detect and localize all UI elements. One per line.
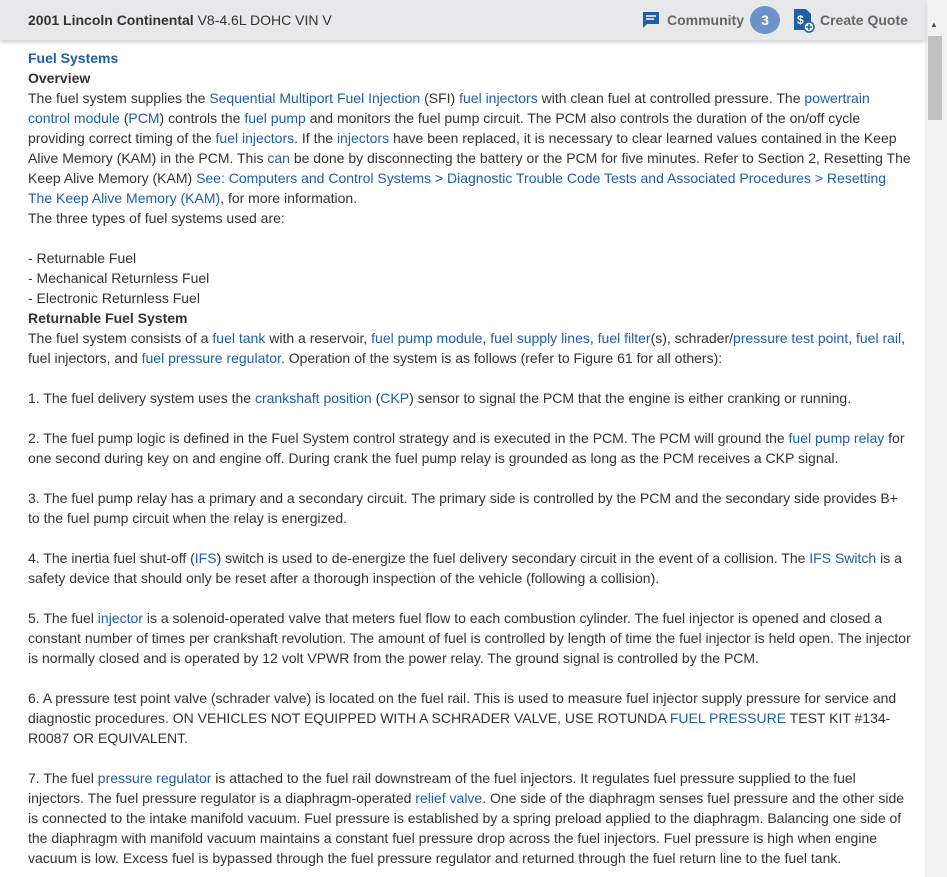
glossary-link[interactable]: PCM [128,110,160,126]
text: is attached to the fuel rail downstream of the fuel injectors. It regulates fuel pressure supplied to the fuel injectors. The fuel pressure regulator is a diaphragm-operated [28,770,856,806]
glossary-link[interactable]: relief valve [415,790,483,806]
spacer [28,528,913,548]
text: be done by disconnecting the battery or the PCM for five minutes. Refer to Section 2, Resetting The Keep Alive Memory (KAM) [28,150,911,186]
community-button[interactable] [641,0,780,40]
text: (SFI) [420,90,460,106]
text: The fuel system consists of a [28,330,213,346]
vehicle-title [28,12,332,28]
glossary-link[interactable]: injector [97,610,143,626]
text: 3. The fuel pump relay has a primary and a secondary circuit. The primary side is controlled by the PCM and the secondary side provides B+ to the fuel pump circuit when the relay is energized. [28,490,898,526]
text: with a reservoir, [265,330,372,346]
paragraph [28,208,913,228]
quote-icon [792,7,816,33]
paragraph [28,248,913,268]
text: (s), schrader/ [650,330,734,346]
text: 4. The inertia fuel shut-off ( [28,550,195,566]
paragraph [28,388,913,408]
spacer [28,468,913,488]
chat-icon [641,10,661,30]
text: . Operation of the system is as follows (refer to Figure 61 for all others): [280,350,723,366]
glossary-link[interactable]: crankshaft position [254,390,372,406]
glossary-link[interactable]: fuel tank [212,330,266,346]
glossary-link[interactable]: IFS [194,550,217,566]
glossary-link[interactable]: CKP [380,390,410,406]
glossary-link[interactable]: fuel injectors [459,90,538,106]
glossary-link[interactable]: fuel pump relay [788,430,885,446]
text: , [848,330,856,346]
paragraph [28,88,913,208]
text: ( [119,110,129,126]
text: ) controls the [159,110,245,126]
text: 2. The fuel pump logic is defined in the Fuel System control strategy and is executed in the PCM. The PCM will ground the [28,430,789,446]
spacer [28,228,913,248]
scrollbar-thumb[interactable] [928,36,942,120]
paragraph [28,608,913,668]
paragraph [28,768,913,868]
spacer [28,748,913,768]
section-heading [28,68,913,88]
glossary-link[interactable]: fuel filter [597,330,651,346]
text: 1. The fuel delivery system uses the [28,390,255,406]
text: 7. The fuel [28,770,98,786]
text: , for more information. [220,190,358,206]
paragraph [28,268,913,288]
glossary-link[interactable]: injectors [336,130,390,146]
engine-spec: V8-4.6L DOHC VIN V [197,12,332,28]
section-heading [28,308,913,328]
create-quote-button[interactable] [792,0,908,40]
glossary-link[interactable]: fuel injectors [215,130,295,146]
scrollbar[interactable] [925,0,947,877]
glossary-link[interactable]: fuel pressure regulator [141,350,281,366]
text: . If the [294,130,337,146]
paragraph [28,328,913,368]
glossary-link[interactable]: fuel pump [244,110,306,126]
text: , [482,330,491,346]
text: s [110,50,119,66]
text: TEST KIT #134-R0087 OR EQUIVALENT. [28,710,891,746]
text: with clean fuel at controlled pressure. The [537,90,805,106]
section-heading [28,48,913,68]
paragraph [28,288,913,308]
glossary-link[interactable]: fuel pump module [371,330,483,346]
paragraph [28,688,913,748]
text: have been replaced, it is necessary to clear learned values contained in the Keep Alive Memory (KAM) in the PCM. This [28,130,897,166]
glossary-link[interactable]: IFS Switch [809,550,877,566]
glossary-link[interactable]: Fuel System [28,50,111,66]
glossary-link[interactable]: can [267,150,290,166]
spacer [28,408,913,428]
text: Overview [28,70,91,86]
spacer [28,368,913,388]
text: 6. A pressure test point valve (schrader valve) is located on the fuel rail. This is used to measure fuel injector supply pressure for service and diagnostic procedures. ON VEHICLES NOT EQUIPPED WITH A SCHRADER VALVE, USE ROTUNDA [28,690,897,726]
text: for one second during key on and engine off. During crank the fuel pump relay is grounded as long as the PCM receives a CKP signal. [28,430,905,466]
glossary-link[interactable]: pressure regulator [97,770,212,786]
text: , fuel injectors, and [28,330,906,366]
paragraph [28,428,913,468]
text: is a safety device that should only be reset after a thorough inspection of the vehicle (following a collision). [28,550,902,586]
glossary-link[interactable]: powertrain control module [28,90,870,126]
glossary-link[interactable]: See: Computers and Control Systems > Diagnostic Trouble Code Tests and Associated Procedures > Resetting The Keep Alive Memory (KAM) [28,170,887,206]
text: The three types of fuel systems used are: [28,210,285,226]
text: . One side of the diaphragm senses fuel pressure and the other side is connected to the intake manifold vacuum. Fuel pressure is established by a spring preload applied to the diaphragm. Balancing one side of the diaphragm with manifold vacuum maintains a constant fuel pressure drop across the fuel injectors. Fuel pressure is high when engine vacuum is low. Excess fuel is bypassed through the fuel pressure regulator and returned through the fuel return line to the fuel tank. [28,790,905,866]
top-bar [0,0,925,40]
vehicle-name: 2001 Lincoln Continental [28,12,194,28]
community-count-badge: 3 [750,6,780,34]
glossary-link[interactable]: pressure test point [733,330,849,346]
scroll-up-arrow-icon[interactable]: ▲ [930,20,938,29]
spacer [28,588,913,608]
svg-text:$: $ [797,13,804,27]
glossary-link[interactable]: fuel supply lines [490,330,590,346]
text: 5. The fuel [28,610,98,626]
paragraph [28,548,913,588]
text: - Returnable Fuel [28,250,137,266]
text: is a solenoid-operated valve that meters fuel flow to each combustion cylinder. The fuel injector is opened and closed a constant number of times per crankshaft revolution. The amount of fuel is controlled by length of time the fuel injector is held open. The injector is normally closed and is operated by 12 volt VPWR from the power relay. The ground signal is controlled by the PCM. [28,610,911,666]
article-content [28,48,913,868]
paragraph [28,488,913,528]
text: ( [371,390,381,406]
text: - Electronic Returnless Fuel [28,290,200,306]
text: Returnable Fuel System [28,310,188,326]
create-quote-label: Create Quote [820,12,908,28]
text: and monitors the fuel pump circuit. The PCM also controls the duration of the on/off cycle providing correct timing of the [28,110,861,146]
text: , [589,330,598,346]
text: The fuel system supplies the [28,90,210,106]
glossary-link[interactable]: fuel rail [856,330,902,346]
community-label: Community [667,12,744,28]
text: - Mechanical Returnless Fuel [28,270,210,286]
text: ) switch is used to de-energize the fuel delivery secondary circuit in the event of a collision. The [216,550,810,566]
glossary-link[interactable]: Sequential Multiport Fuel Injection [209,90,421,106]
glossary-link[interactable]: FUEL PRESSURE [669,710,787,726]
spacer [28,668,913,688]
text: ) sensor to signal the PCM that the engine is either cranking or running. [409,390,852,406]
